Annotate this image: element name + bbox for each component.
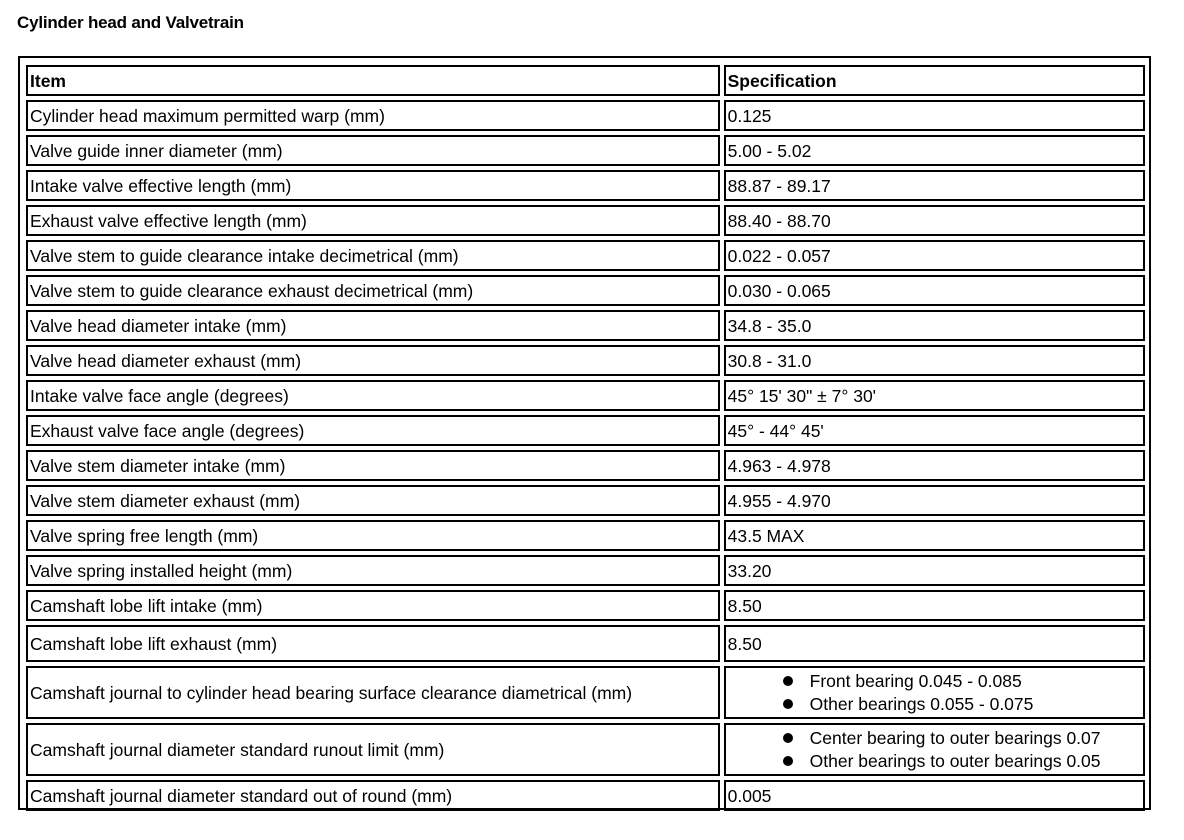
spec-cell: 88.40 - 88.70 xyxy=(724,205,1145,236)
table-row xyxy=(26,415,1145,446)
item-cell: Valve guide inner diameter (mm) xyxy=(26,135,720,166)
spec-bullet-list xyxy=(728,727,1141,773)
spec-cell: 34.8 - 35.0 xyxy=(724,310,1145,341)
spec-cell: 0.022 - 0.057 xyxy=(724,240,1145,271)
table-row xyxy=(26,100,1145,131)
spec-cell: 4.963 - 4.978 xyxy=(724,450,1145,481)
item-cell: Camshaft journal diameter standard out of round (mm) xyxy=(26,780,720,811)
table-header-row xyxy=(26,65,1145,96)
item-cell: Valve head diameter exhaust (mm) xyxy=(26,345,720,376)
table-row xyxy=(26,625,1145,662)
table-row xyxy=(26,345,1145,376)
spec-table xyxy=(22,61,1149,815)
spec-cell: 5.00 - 5.02 xyxy=(724,135,1145,166)
spec-cell: 45° 15' 30" ± 7° 30' xyxy=(724,380,1145,411)
table-row xyxy=(26,555,1145,586)
bullet-item: Other bearings to outer bearings 0.05 xyxy=(728,750,1141,773)
spec-cell: 8.50 xyxy=(724,590,1145,621)
table-row xyxy=(26,240,1145,271)
spec-bullet-list xyxy=(728,670,1141,716)
spec-cell: 88.87 - 89.17 xyxy=(724,170,1145,201)
item-cell: Valve stem to guide clearance intake decimetrical (mm) xyxy=(26,240,720,271)
table-row xyxy=(26,450,1145,481)
table-row xyxy=(26,380,1145,411)
bullet-item: Front bearing 0.045 - 0.085 xyxy=(728,670,1141,693)
column-header-specification: Specification xyxy=(724,65,1145,96)
table-row xyxy=(26,170,1145,201)
spec-table-frame xyxy=(18,56,1151,810)
item-cell: Valve stem diameter intake (mm) xyxy=(26,450,720,481)
table-row xyxy=(26,310,1145,341)
item-cell: Valve spring free length (mm) xyxy=(26,520,720,551)
bullet-item: Center bearing to outer bearings 0.07 xyxy=(728,727,1141,750)
spec-cell xyxy=(724,666,1145,719)
spec-cell: 4.955 - 4.970 xyxy=(724,485,1145,516)
spec-cell: 30.8 - 31.0 xyxy=(724,345,1145,376)
item-cell: Intake valve face angle (degrees) xyxy=(26,380,720,411)
item-cell: Valve stem diameter exhaust (mm) xyxy=(26,485,720,516)
item-cell: Intake valve effective length (mm) xyxy=(26,170,720,201)
item-cell: Valve spring installed height (mm) xyxy=(26,555,720,586)
table-row xyxy=(26,275,1145,306)
spec-cell: 33.20 xyxy=(724,555,1145,586)
item-cell: Valve head diameter intake (mm) xyxy=(26,310,720,341)
table-row xyxy=(26,205,1145,236)
item-cell: Exhaust valve effective length (mm) xyxy=(26,205,720,236)
spec-cell: 8.50 xyxy=(724,625,1145,662)
bullet-item: Other bearings 0.055 - 0.075 xyxy=(728,693,1141,716)
item-cell: Cylinder head maximum permitted warp (mm) xyxy=(26,100,720,131)
spec-cell: 43.5 MAX xyxy=(724,520,1145,551)
item-cell: Exhaust valve face angle (degrees) xyxy=(26,415,720,446)
spec-cell: 0.005 xyxy=(724,780,1145,811)
item-cell: Camshaft lobe lift exhaust (mm) xyxy=(26,625,720,662)
column-header-item: Item xyxy=(26,65,720,96)
table-row xyxy=(26,590,1145,621)
table-row xyxy=(26,723,1145,776)
item-cell: Camshaft lobe lift intake (mm) xyxy=(26,590,720,621)
item-cell: Camshaft journal to cylinder head bearing surface clearance diametrical (mm) xyxy=(26,666,720,719)
table-row xyxy=(26,135,1145,166)
table-row xyxy=(26,520,1145,551)
spec-cell: 45° - 44° 45' xyxy=(724,415,1145,446)
spec-cell: 0.030 - 0.065 xyxy=(724,275,1145,306)
table-row xyxy=(26,780,1145,811)
page-title: Cylinder head and Valvetrain xyxy=(17,13,244,32)
spec-cell xyxy=(724,723,1145,776)
table-row xyxy=(26,485,1145,516)
item-cell: Valve stem to guide clearance exhaust decimetrical (mm) xyxy=(26,275,720,306)
spec-cell: 0.125 xyxy=(724,100,1145,131)
table-row xyxy=(26,666,1145,719)
item-cell: Camshaft journal diameter standard runout limit (mm) xyxy=(26,723,720,776)
